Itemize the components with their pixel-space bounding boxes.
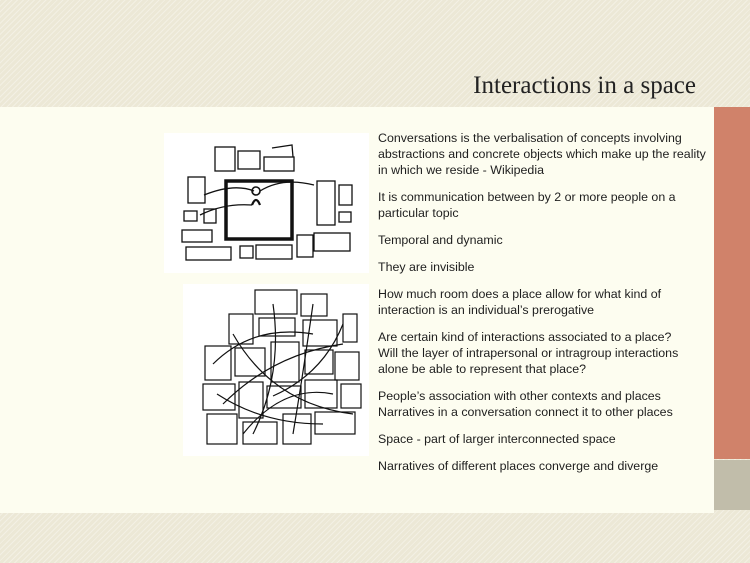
sketch-network-image xyxy=(183,284,369,456)
sketch-rooms-image xyxy=(164,133,369,273)
bullet-item: Conversations is the verbalisation of concepts involving abstractions and concrete objects which make up the reality in which we reside - Wikipedia xyxy=(378,131,706,177)
bullet-item: How much room does a place allow for what kind of interaction is an individual’s prerogative xyxy=(378,287,662,317)
bullet-item: People’s association with other contexts and places Narratives in a conversation connect it to other places xyxy=(378,389,673,419)
accent-bar xyxy=(714,107,750,459)
accent-bar-muted xyxy=(714,460,750,510)
slide-title: Interactions in a space xyxy=(473,72,696,99)
bullet-item: Space - part of larger interconnected space xyxy=(378,432,616,446)
bullet-item: They are invisible xyxy=(378,260,475,274)
bullet-list xyxy=(378,130,708,485)
bullet-item: Temporal and dynamic xyxy=(378,233,503,247)
bullet-item: Narratives of different places converge and diverge xyxy=(378,459,659,473)
bullet-item: It is communication between by 2 or more people on a particular topic xyxy=(378,190,676,220)
bullet-item: Are certain kind of interactions associated to a place? Will the layer of intrapersonal or intragroup interactions alone be able to represent that place? xyxy=(378,330,679,376)
